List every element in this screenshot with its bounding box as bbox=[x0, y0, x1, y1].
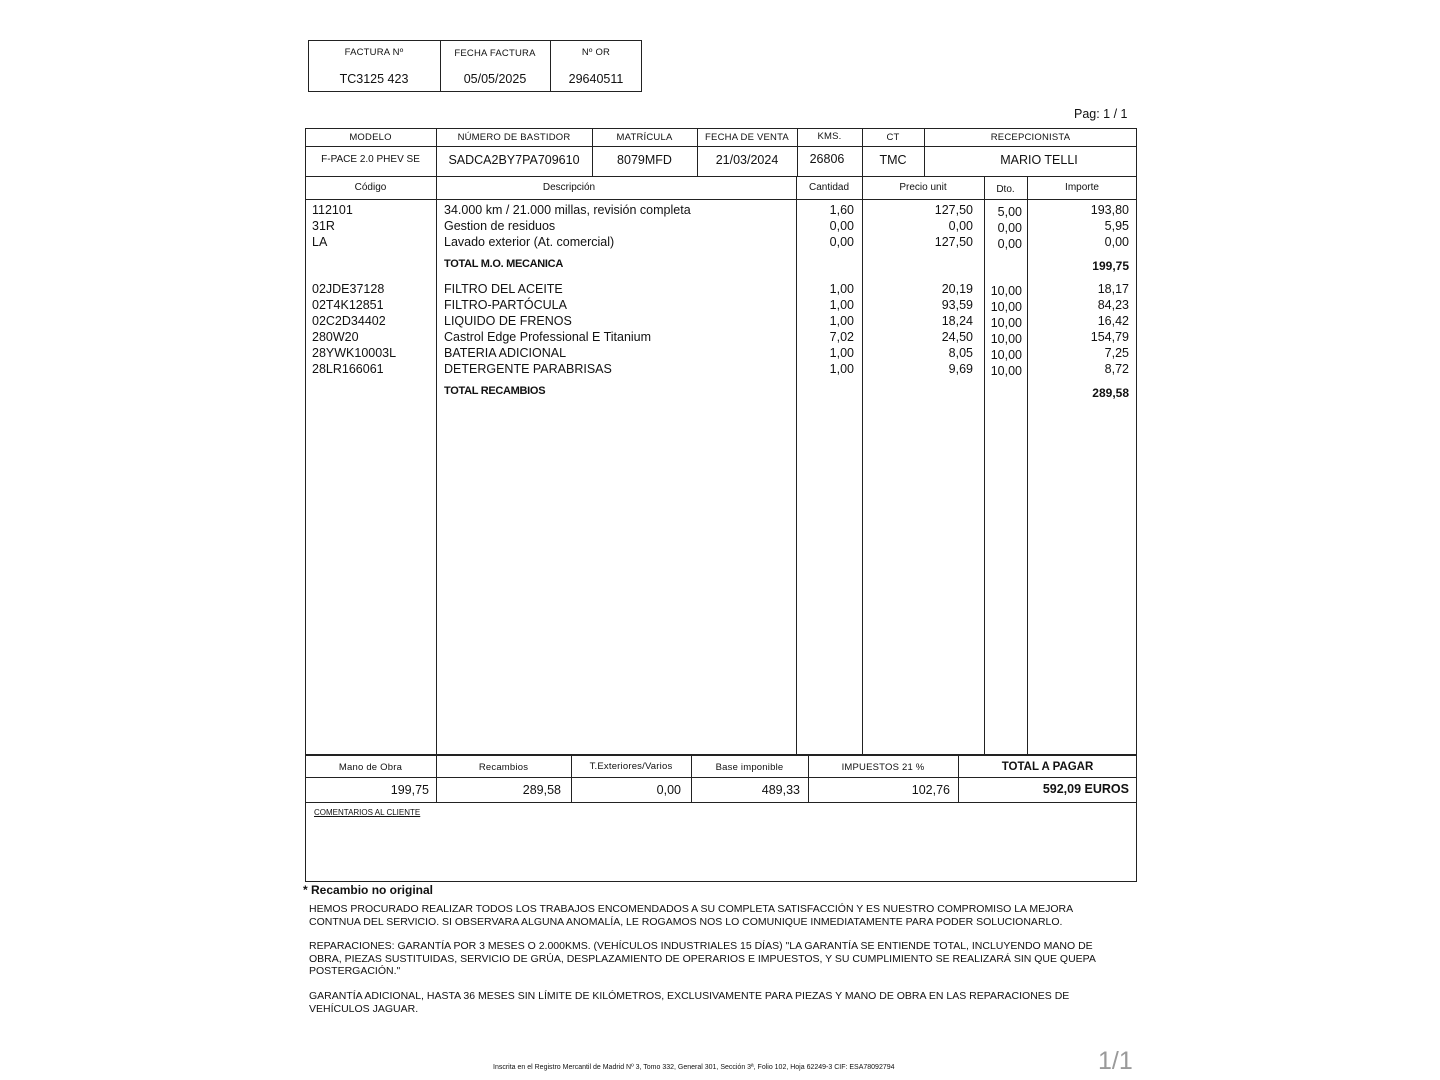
line-discount: 10,00 bbox=[990, 364, 1022, 378]
summary-header-exteriores: T.Exteriores/Varios bbox=[589, 761, 673, 772]
summary-total: 592,09 EUROS bbox=[1042, 782, 1129, 796]
summary-header-total: TOTAL A PAGAR bbox=[1001, 761, 1094, 773]
summary-impuestos: 102,76 bbox=[911, 783, 950, 797]
line-amount: 5,95 bbox=[1104, 219, 1129, 233]
line-code: 02C2D34402 bbox=[312, 314, 386, 328]
line-amount: 154,79 bbox=[1090, 330, 1129, 344]
summary-exteriores: 0,00 bbox=[656, 783, 681, 797]
divider bbox=[305, 777, 1137, 778]
summary-header-recambios: Recambios bbox=[478, 762, 529, 773]
line-quantity: 1,00 bbox=[829, 282, 854, 296]
line-code: 28YWK10003L bbox=[312, 346, 397, 360]
vehicle-header-matricula: MATRÍCULA bbox=[616, 132, 673, 143]
line-unit-price: 8,05 bbox=[948, 346, 973, 360]
divider bbox=[984, 176, 985, 754]
line-quantity: 1,00 bbox=[829, 298, 854, 312]
line-discount: 10,00 bbox=[990, 332, 1022, 346]
viewer-page-indicator: 1/1 bbox=[1098, 1047, 1133, 1075]
column-codigo: Código bbox=[354, 182, 387, 193]
summary-header-impuestos: IMPUESTOS 21 % bbox=[841, 762, 925, 773]
divider bbox=[436, 176, 437, 754]
line-unit-price: 93,59 bbox=[941, 298, 973, 312]
line-quantity: 7,02 bbox=[829, 330, 854, 344]
legal-paragraph: REPARACIONES: GARANTÍA POR 3 MESES O 2.000KMS. (VEHÍCULOS INDUSTRIALES 15 DÍAS) "LA GARANTÍA SE ENTIENDE TOTAL, INCLUYENDO MANO DE OBRA, PIEZAS SUSTITUIDAS, SERVICIO DE GRÚA, DESPLAZAMIENTO DE OPERARIOS E IMPUESTOS, Y SU CUMPLIMIENTO SE REALIZARÁ SIN QUE QUEPA POSTERGACIÓN." bbox=[309, 940, 1096, 977]
divider bbox=[305, 146, 1137, 147]
line-discount: 10,00 bbox=[990, 348, 1022, 362]
line-discount: 10,00 bbox=[990, 316, 1022, 330]
legal-paragraph: HEMOS PROCURADO REALIZAR TODOS LOS TRABAJOS ENCOMENDADOS A SU COMPLETA SATISFACCIÓN Y ES NUESTRO COMPROMISO LA MEJORA CONTNUA DEL SERVICIO. SI OBSERVARA ALGUNA ANOMALÍA, LE ROGAMOS NOS LO COMUNIQUE INMEDIATAMENTE PARA PODER SOLUCIONARLO. bbox=[309, 903, 1074, 928]
footnote: * Recambio no original bbox=[303, 883, 434, 897]
line-unit-price: 127,50 bbox=[934, 203, 973, 217]
line-amount: 193,80 bbox=[1090, 203, 1129, 217]
line-description: 34.000 km / 21.000 millas, revisión completa bbox=[444, 203, 691, 217]
line-quantity: 1,00 bbox=[829, 314, 854, 328]
line-description: LIQUIDO DE FRENOS bbox=[444, 314, 572, 328]
line-quantity: 0,00 bbox=[829, 235, 854, 249]
vehicle-bastidor: SADCA2BY7PA709610 bbox=[448, 153, 580, 167]
or-label: Nº OR bbox=[581, 47, 611, 58]
line-amount: 7,25 bbox=[1104, 346, 1129, 360]
parts-total-label: TOTAL RECAMBIOS bbox=[444, 385, 546, 397]
vehicle-header-recepcionista: RECEPCIONISTA bbox=[990, 132, 1071, 143]
line-quantity: 1,00 bbox=[829, 362, 854, 376]
factura-number: TC3125 423 bbox=[339, 72, 409, 86]
vehicle-header-fecha-venta: FECHA DE VENTA bbox=[705, 132, 789, 143]
comments-label: COMENTARIOS AL CLIENTE bbox=[314, 808, 421, 817]
factura-label: FACTURA Nº bbox=[344, 47, 404, 58]
divider bbox=[305, 199, 1137, 200]
line-code: 280W20 bbox=[312, 330, 359, 344]
vehicle-ct: TMC bbox=[879, 153, 907, 167]
divider bbox=[1027, 176, 1028, 754]
vehicle-header-ct: CT bbox=[886, 132, 900, 143]
column-dto: Dto. bbox=[996, 184, 1015, 195]
line-description: Lavado exterior (At. comercial) bbox=[444, 235, 615, 249]
divider bbox=[862, 176, 863, 754]
line-unit-price: 9,69 bbox=[948, 362, 973, 376]
line-description: DETERGENTE PARABRISAS bbox=[444, 362, 612, 376]
line-description: Castrol Edge Professional E Titanium bbox=[444, 330, 652, 344]
legal-paragraph: GARANTÍA ADICIONAL, HASTA 36 MESES SIN LÍMITE DE KILÓMETROS, EXCLUSIVAMENTE PARA PIEZAS Y MANO DE OBRA EN LAS REPARACIONES DE VEHÍCULOS JAGUAR. bbox=[309, 990, 1070, 1015]
vehicle-modelo: F-PACE 2.0 PHEV SE bbox=[321, 154, 420, 165]
line-discount: 0,00 bbox=[997, 221, 1022, 235]
vehicle-header-modelo: MODELO bbox=[349, 132, 392, 143]
line-description: Gestion de residuos bbox=[444, 219, 556, 233]
line-discount: 0,00 bbox=[997, 237, 1022, 251]
line-unit-price: 20,19 bbox=[941, 282, 973, 296]
line-unit-price: 18,24 bbox=[941, 314, 973, 328]
line-code: 31R bbox=[312, 219, 335, 233]
labour-total-label: TOTAL M.O. MECANICA bbox=[444, 258, 563, 270]
line-quantity: 0,00 bbox=[829, 219, 854, 233]
page-number: Pag: 1 / 1 bbox=[1074, 107, 1128, 121]
line-description: BATERIA ADICIONAL bbox=[444, 346, 567, 360]
line-description: FILTRO DEL ACEITE bbox=[444, 282, 563, 296]
parts-total-value: 289,58 bbox=[1092, 386, 1129, 400]
line-discount: 10,00 bbox=[990, 300, 1022, 314]
divider bbox=[305, 176, 1137, 177]
divider bbox=[796, 176, 797, 754]
column-importe: Importe bbox=[1065, 182, 1099, 193]
line-amount: 84,23 bbox=[1097, 298, 1129, 312]
line-quantity: 1,00 bbox=[829, 346, 854, 360]
divider bbox=[305, 754, 1137, 756]
summary-mano-obra: 199,75 bbox=[390, 783, 429, 797]
summary-recambios: 289,58 bbox=[522, 783, 561, 797]
summary-base-imponible: 489,33 bbox=[761, 783, 800, 797]
line-quantity: 1,60 bbox=[829, 203, 854, 217]
line-code: LA bbox=[312, 235, 328, 249]
divider bbox=[305, 802, 1137, 803]
line-amount: 8,72 bbox=[1104, 362, 1129, 376]
column-cantidad: Cantidad bbox=[808, 182, 850, 193]
line-unit-price: 24,50 bbox=[941, 330, 973, 344]
fecha-factura-value: 05/05/2025 bbox=[463, 72, 527, 86]
line-unit-price: 127,50 bbox=[934, 235, 973, 249]
vehicle-kms: 26806 bbox=[809, 152, 845, 166]
summary-header-mano-obra: Mano de Obra bbox=[338, 762, 403, 773]
vehicle-fecha-venta: 21/03/2024 bbox=[715, 153, 779, 167]
line-code: 112101 bbox=[312, 203, 353, 217]
line-amount: 0,00 bbox=[1104, 235, 1129, 249]
column-precio-unit: Precio unit bbox=[899, 182, 947, 193]
line-amount: 18,17 bbox=[1097, 282, 1129, 296]
line-discount: 5,00 bbox=[997, 205, 1022, 219]
line-code: 02JDE37128 bbox=[312, 282, 385, 296]
or-number: 29640511 bbox=[568, 72, 624, 86]
vehicle-matricula: 8079MFD bbox=[617, 153, 672, 167]
fecha-factura-label: FECHA FACTURA bbox=[454, 48, 536, 59]
line-amount: 16,42 bbox=[1097, 314, 1129, 328]
registry-text: Inscrita en el Registro Mercantil de Madrid Nº 3, Tomo 332, General 301, Sección 3ª, Folio 102, Hoja 62249-3 CIF: ESA78092794 bbox=[493, 1064, 895, 1071]
summary-header-base: Base imponible bbox=[715, 762, 784, 773]
line-discount: 10,00 bbox=[990, 284, 1022, 298]
column-descripcion: Descripción bbox=[542, 182, 596, 193]
line-unit-price: 0,00 bbox=[948, 219, 973, 233]
vehicle-header-bastidor: NÚMERO DE BASTIDOR bbox=[457, 132, 571, 143]
line-code: 02T4K12851 bbox=[312, 298, 384, 312]
line-code: 28LR166061 bbox=[312, 362, 384, 376]
labour-total-value: 199,75 bbox=[1092, 259, 1129, 273]
vehicle-recepcionista: MARIO TELLI bbox=[1000, 153, 1078, 167]
line-description: FILTRO-PARTÓCULA bbox=[444, 298, 567, 312]
vehicle-header-kms: KMS. bbox=[817, 131, 842, 142]
